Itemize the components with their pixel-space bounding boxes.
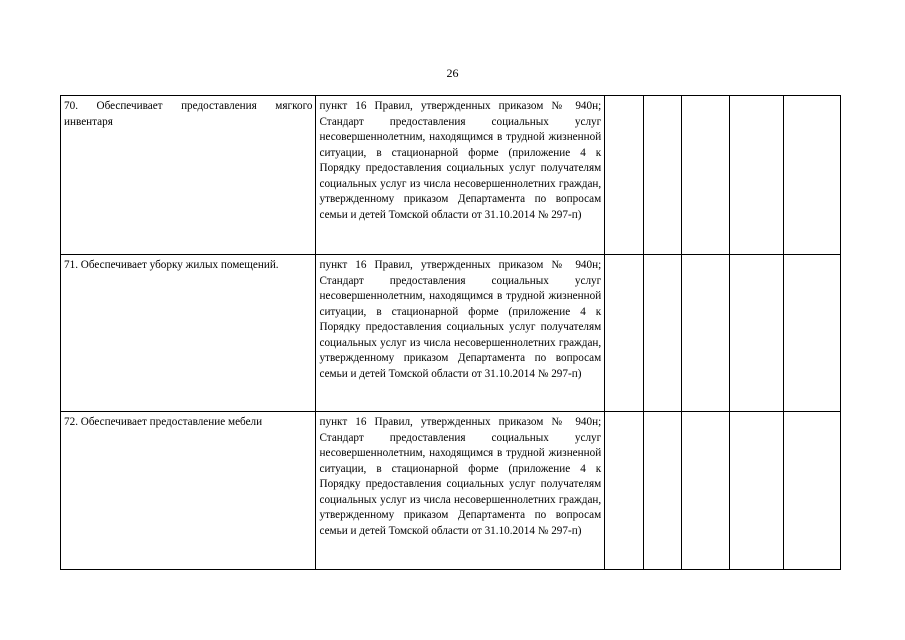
- check-cell-3: [682, 96, 730, 255]
- requirement-cell: 71. Обеспечивает уборку жилых помещений.: [61, 255, 316, 412]
- check-cell-3: [682, 255, 730, 412]
- check-cell-2: [643, 96, 681, 255]
- page-number: 26: [446, 66, 459, 80]
- check-cell-2: [643, 412, 681, 570]
- check-cell-1: [605, 96, 643, 255]
- table-row: [61, 412, 841, 570]
- requirement-cell: 72. Обеспечивает предоставление мебели: [61, 412, 316, 570]
- check-cell-5: [783, 255, 840, 412]
- check-cell-4: [729, 96, 783, 255]
- table-row: [61, 96, 841, 255]
- check-cell-4: [729, 255, 783, 412]
- legal-basis-cell: пункт 16 Правил, утвержденных приказом № 940н; Стандарт предоставления социальных услуг несовершеннолетним, находящимся в трудной жизненной ситуации, в стационарной форме (приложение 4 к Порядку предоставления социальных услуг получателям социальных услуг из числа несовершеннолетних граждан, утвержденному приказом Департамента по вопросам семьи и детей Томской области от 31.10.2014 № 297-п): [316, 255, 605, 412]
- table-row: [61, 255, 841, 412]
- check-cell-3: [682, 412, 730, 570]
- legal-basis-cell: пункт 16 Правил, утвержденных приказом № 940н; Стандарт предоставления социальных услуг несовершеннолетним, находящимся в трудной жизненной ситуации, в стационарной форме (приложение 4 к Порядку предоставления социальных услуг получателям социальных услуг из числа несовершеннолетних граждан, утвержденному приказом Департамента по вопросам семьи и детей Томской области от 31.10.2014 № 297-п): [316, 412, 605, 570]
- requirement-cell: 70. Обеспечивает предоставления мягкого инвентаря: [61, 96, 316, 255]
- check-cell-1: [605, 412, 643, 570]
- check-cell-1: [605, 255, 643, 412]
- legal-basis-cell: пункт 16 Правил, утвержденных приказом № 940н; Стандарт предоставления социальных услуг несовершеннолетним, находящимся в трудной жизненной ситуации, в стационарной форме (приложение 4 к Порядку предоставления социальных услуг получателям социальных услуг из числа несовершеннолетних граждан, утвержденному приказом Департамента по вопросам семьи и детей Томской области от 31.10.2014 № 297-п): [316, 96, 605, 255]
- check-cell-2: [643, 255, 681, 412]
- check-cell-5: [783, 412, 840, 570]
- requirements-table: [60, 95, 841, 570]
- check-cell-5: [783, 96, 840, 255]
- check-cell-4: [729, 412, 783, 570]
